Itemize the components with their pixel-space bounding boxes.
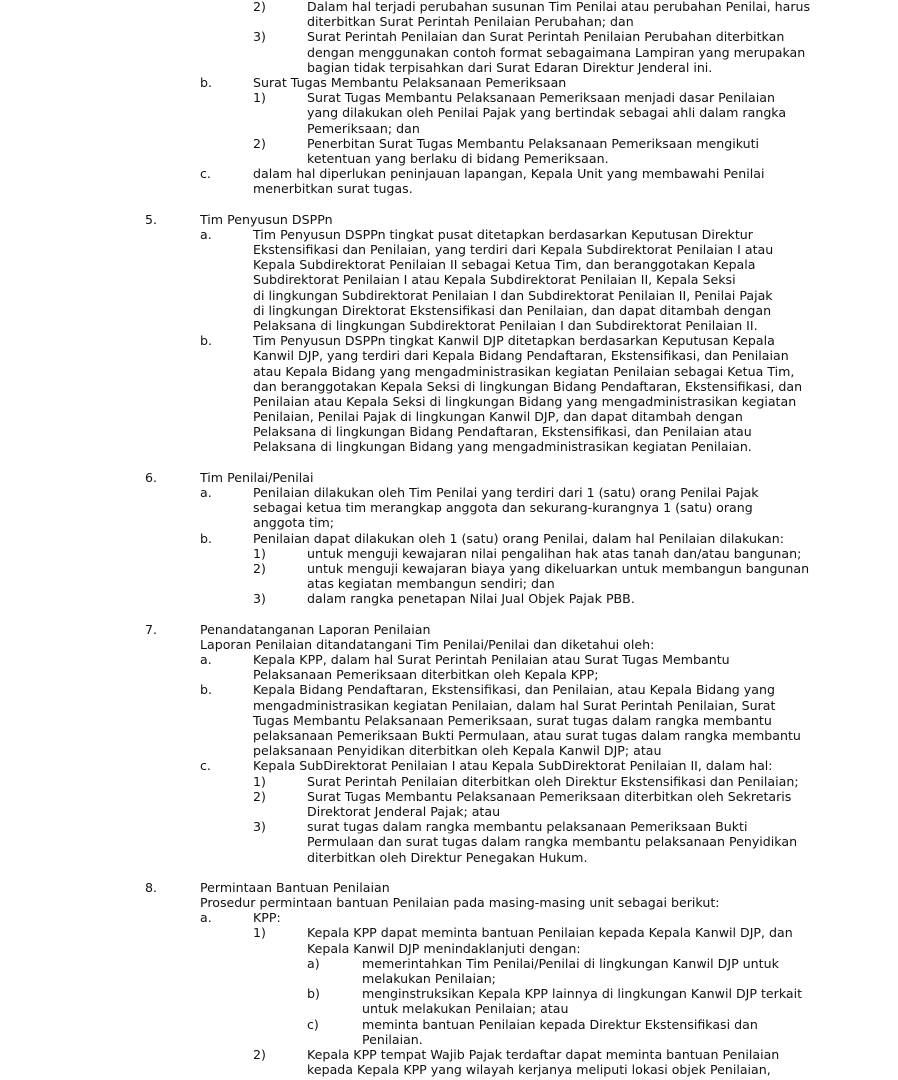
- list-text: surat tugas dalam rangka membantu pelaksanaan Pemeriksaan Bukti: [307, 819, 748, 835]
- list-item-line: [0, 212, 898, 227]
- list-label: b): [307, 986, 320, 1002]
- list-item-line: [0, 758, 898, 773]
- list-item-line: [0, 804, 898, 819]
- list-text: Pelaksana di lingkungan Subdirektorat Penilaian I dan Subdirektorat Penilaian II.: [253, 317, 758, 333]
- list-text: Tim Penyusun DSPPn tingkat Kanwil DJP ditetapkan berdasarkan Keputusan Kepala: [253, 333, 775, 349]
- list-label: 1): [253, 90, 266, 106]
- list-text: Tim Penyusun DSPPn: [200, 211, 333, 227]
- list-item-line: [0, 272, 898, 287]
- list-item-line: [0, 986, 898, 1001]
- list-text: Surat Perintah Penilaian dan Surat Perintah Penilaian Perubahan diterbitkan: [307, 29, 785, 45]
- list-item-line: [0, 303, 898, 318]
- list-text: Kepala Kanwil DJP menindaklanjuti dengan:: [307, 940, 581, 956]
- blank-line: [0, 607, 898, 622]
- list-text: Permulaan dan surat tugas dalam rangka membantu pelaksanaan Penyidikan: [307, 834, 798, 850]
- list-text: Kepala Subdirektorat Penilaian II sebagai Ketua Tim, dan beranggotakan Kepala: [253, 257, 756, 273]
- list-label: a.: [200, 485, 212, 500]
- list-item-line: [0, 698, 898, 713]
- list-item-line: [0, 1001, 898, 1016]
- list-label: 1): [253, 773, 266, 789]
- list-item-line: [0, 591, 898, 606]
- list-item-line: [0, 1062, 898, 1077]
- list-item-line: [0, 485, 898, 500]
- list-item-line: [0, 348, 898, 363]
- blank-line: [0, 455, 898, 470]
- list-item-line: [0, 60, 898, 75]
- list-text: pelaksanaan Pemeriksaan Bukti Permulaan, atau surat tugas dalam rangka membantu: [253, 728, 801, 743]
- list-item-line: [0, 925, 898, 940]
- list-item-line: [0, 789, 898, 804]
- list-text: di lingkungan Direktorat Ekstensifikasi dan Penilaian, dan dapat ditambah dengan: [253, 302, 772, 318]
- list-item-line: [0, 713, 898, 728]
- list-item-line: [0, 90, 898, 105]
- list-text: Kepala SubDirektorat Penilaian I atau Kepala SubDirektorat Penilaian II, dalam hal:: [253, 758, 773, 774]
- list-item-line: [0, 682, 898, 697]
- list-item-line: [0, 1017, 898, 1032]
- list-item-line: [0, 971, 898, 986]
- blank-line: [0, 196, 898, 211]
- list-label: c.: [200, 758, 211, 774]
- list-item-line: [0, 470, 898, 485]
- list-label: b.: [200, 333, 212, 349]
- list-label: b.: [200, 74, 212, 90]
- list-text: atas kegiatan membangun sendiri; dan: [307, 576, 555, 592]
- list-text: Laporan Penilaian ditandatangani Tim Penilai/Penilai dan diketahui oleh:: [200, 636, 655, 652]
- list-text: untuk menguji kewajaran biaya yang dikeluarkan untuk membangun bangunan: [307, 560, 810, 576]
- list-item-line: [0, 819, 898, 834]
- list-label: 5.: [145, 211, 158, 227]
- list-item-line: [0, 394, 898, 409]
- list-item-line: [0, 136, 898, 151]
- list-item-line: [0, 45, 898, 60]
- list-item-line: [0, 500, 898, 515]
- list-label: 2): [253, 0, 266, 14]
- list-item-line: [0, 439, 898, 454]
- list-text: anggota tim;: [253, 515, 334, 531]
- list-item-line: [0, 561, 898, 576]
- list-item-line: [0, 774, 898, 789]
- list-text: Kanwil DJP, yang terdiri dari Kepala Bidang Pendaftaran, Ekstensifikasi, dan Penilaian: [253, 348, 789, 364]
- list-text: memerintahkan Tim Penilai/Penilai di lingkungan Kanwil DJP untuk: [362, 955, 779, 971]
- list-text: Penilaian, Penilai Pajak di lingkungan Kanwil DJP, dan dapat ditambah dengan: [253, 409, 743, 425]
- list-item-line: [0, 941, 898, 956]
- list-label: 2): [253, 135, 266, 151]
- list-item-line: [0, 743, 898, 758]
- list-item-line: [0, 151, 898, 166]
- list-item-line: [0, 424, 898, 439]
- list-text: Kepala KPP tempat Wajib Pajak terdaftar dapat meminta bantuan Penilaian: [307, 1046, 780, 1062]
- list-label: 1): [253, 925, 266, 941]
- list-text: Kepala Bidang Pendaftaran, Ekstensifikasi, dan Penilaian, atau Kepala Bidang yang: [253, 682, 775, 698]
- list-item-line: [0, 1047, 898, 1062]
- list-text: atau Kepala Bidang yang mengadministrasikan kegiatan Penilaian sebagai Ketua Tim,: [253, 363, 795, 379]
- list-item-line: [0, 29, 898, 44]
- list-text: Pemeriksaan; dan: [307, 120, 420, 136]
- list-text: Permintaan Bantuan Penilaian: [200, 879, 390, 895]
- list-item-line: [0, 409, 898, 424]
- list-label: a): [307, 955, 320, 971]
- list-text: Penilaian dapat dilakukan oleh 1 (satu) orang Penilai, dalam hal Penilaian dilakukan:: [253, 530, 784, 546]
- list-label: 3): [253, 819, 266, 835]
- list-text: Surat Tugas Membantu Pelaksanaan Pemeriksaan: [253, 74, 567, 90]
- list-text: Kepala KPP, dalam hal Surat Perintah Penilaian atau Surat Tugas Membantu: [253, 652, 730, 668]
- list-text: di lingkungan Subdirektorat Penilaian I dan Subdirektorat Penilaian II, Penilai Pajak: [253, 287, 773, 303]
- list-text: Surat Tugas Membantu Pelaksanaan Pemeriksaan diterbitkan oleh Sekretaris: [307, 788, 792, 804]
- list-text: Tim Penyusun DSPPn tingkat pusat ditetapkan berdasarkan Keputusan Direktur: [253, 226, 753, 242]
- list-label: c): [307, 1016, 319, 1032]
- list-label: 6.: [145, 469, 158, 485]
- list-text: Tim Penilai/Penilai: [200, 469, 314, 485]
- list-text: Penandatanganan Laporan Penilaian: [200, 621, 431, 637]
- list-text: Pelaksana di lingkungan Bidang yang mengadministrasikan kegiatan Penilaian.: [253, 439, 752, 455]
- list-text: Prosedur permintaan bantuan Penilaian pada masing-masing unit sebagai berikut:: [200, 895, 720, 911]
- list-item-line: [0, 531, 898, 546]
- list-text: bagian tidak terpisahkan dari Surat Edaran Direktur Jenderal ini.: [307, 59, 713, 75]
- list-item-line: [0, 956, 898, 971]
- list-text: sebagai ketua tim merangkap anggota dan sekurang-kurangnya 1 (satu) orang: [253, 500, 753, 516]
- list-text: Subdirektorat Penilaian I atau Kepala Subdirektorat Penilaian II, Kepala Seksi: [253, 272, 736, 288]
- list-text: Direktorat Jenderal Pajak; atau: [307, 803, 501, 819]
- list-text: dengan menggunakan contoh format sebagaimana Lampiran yang merupakan: [307, 44, 806, 60]
- list-item-line: [0, 546, 898, 561]
- list-text: meminta bantuan Penilaian kepada Direktur Ekstensifikasi dan: [362, 1016, 758, 1032]
- list-text: dalam hal diperlukan peninjauan lapangan, Kepala Unit yang membawahi Penilai: [253, 166, 765, 182]
- list-item-line: [0, 181, 898, 196]
- list-text: Pelaksanaan Pemeriksaan diterbitkan oleh Kepala KPP;: [253, 667, 599, 683]
- list-label: 2): [253, 1046, 266, 1062]
- list-text: diterbitkan oleh Direktur Penegakan Hukum.: [307, 849, 588, 865]
- list-text: pelaksanaan Penyidikan diterbitkan oleh Kepala Kanwil DJP; atau: [253, 743, 662, 759]
- list-text: Pelaksana di lingkungan Bidang Pendaftaran, Ekstensifikasi, dan Penilaian atau: [253, 424, 752, 440]
- list-text: untuk melakukan Penilaian; atau: [362, 1001, 569, 1017]
- list-text: Kepala KPP dapat meminta bantuan Penilaian kepada Kepala Kanwil DJP, dan: [307, 925, 793, 941]
- list-label: a.: [200, 910, 212, 926]
- list-item-line: [0, 75, 898, 90]
- list-item-line: [0, 242, 898, 257]
- list-label: c.: [200, 166, 211, 182]
- list-item-line: [0, 14, 898, 29]
- list-item-line: [0, 637, 898, 652]
- list-item-line: [0, 166, 898, 181]
- list-item-line: [0, 288, 898, 303]
- list-label: 2): [253, 788, 266, 804]
- list-item-line: [0, 121, 898, 136]
- list-text: Dalam hal terjadi perubahan susunan Tim Penilai atau perubahan Penilai, harus: [307, 0, 811, 14]
- list-text: Penilaian.: [362, 1031, 423, 1047]
- list-text: menerbitkan surat tugas.: [253, 181, 413, 197]
- list-label: a.: [200, 226, 212, 242]
- list-text: mengadministrasikan kegiatan Penilaian, dalam hal Surat Perintah Penilaian, Surat: [253, 697, 776, 713]
- list-label: 7.: [145, 621, 158, 637]
- blank-line: [0, 865, 898, 880]
- list-item-line: [0, 728, 898, 743]
- list-label: 3): [253, 29, 266, 45]
- list-text: diterbitkan Surat Perintah Penilaian Perubahan; dan: [307, 14, 634, 30]
- list-text: dalam rangka penetapan Nilai Jual Objek Pajak PBB.: [307, 591, 635, 607]
- list-label: 1): [253, 545, 266, 561]
- list-item-line: [0, 850, 898, 865]
- list-label: b.: [200, 682, 212, 698]
- list-item-line: [0, 515, 898, 530]
- list-text: dan beranggotakan Kepala Seksi di lingkungan Bidang Pendaftaran, Ekstensifikasi, dan: [253, 378, 803, 394]
- list-item-line: [0, 318, 898, 333]
- list-item-line: [0, 227, 898, 242]
- list-text: Penerbitan Surat Tugas Membantu Pelaksanaan Pemeriksaan mengikuti: [307, 135, 760, 151]
- list-text: untuk menguji kewajaran nilai pengalihan hak atas tanah dan/atau bangunan;: [307, 545, 802, 561]
- list-label: 3): [253, 591, 266, 607]
- list-text: Ekstensifikasi dan Penilaian, yang terdiri dari Kepala Subdirektorat Penilaian I atau: [253, 242, 774, 257]
- list-item-line: [0, 333, 898, 348]
- list-item-line: [0, 257, 898, 272]
- list-text: ketentuan yang berlaku di bidang Pemeriksaan.: [307, 150, 609, 166]
- list-text: Penilaian atau Kepala Seksi di lingkungan Bidang yang mengadministrasikan kegiatan: [253, 393, 797, 409]
- list-item-line: [0, 379, 898, 394]
- list-text: kepada Kepala KPP yang wilayah kerjanya meliputi lokasi objek Penilaian,: [307, 1062, 771, 1078]
- list-item-line: [0, 364, 898, 379]
- list-label: b.: [200, 530, 212, 546]
- list-label: 8.: [145, 879, 158, 895]
- list-text: melakukan Penilaian;: [362, 971, 496, 986]
- list-text: Penilaian dilakukan oleh Tim Penilai yang terdiri dari 1 (satu) orang Penilai Pajak: [253, 485, 759, 500]
- list-item-line: [0, 622, 898, 637]
- list-item-line: [0, 576, 898, 591]
- list-item-line: [0, 895, 898, 910]
- list-item-line: [0, 880, 898, 895]
- list-text: Surat Tugas Membantu Pelaksanaan Pemeriksaan menjadi dasar Penilaian: [307, 90, 775, 106]
- list-item-line: [0, 1032, 898, 1047]
- list-text: Tugas Membantu Pelaksanaan Pemeriksaan, surat tugas dalam rangka membantu: [253, 712, 772, 728]
- list-label: 2): [253, 560, 266, 576]
- list-text: yang dilakukan oleh Penilai Pajak yang bertindak sebagai ahli dalam rangka: [307, 105, 787, 121]
- list-item-line: [0, 834, 898, 849]
- list-item-line: [0, 652, 898, 667]
- list-text: KPP:: [253, 910, 281, 926]
- list-text: menginstruksikan Kepala KPP lainnya di lingkungan Kanwil DJP terkait: [362, 986, 803, 1002]
- list-item-line: [0, 910, 898, 925]
- list-item-line: [0, 105, 898, 120]
- list-text: Surat Perintah Penilaian diterbitkan oleh Direktur Ekstensifikasi dan Penilaian;: [307, 773, 799, 789]
- list-item-line: [0, 0, 898, 14]
- list-item-line: [0, 667, 898, 682]
- list-label: a.: [200, 652, 212, 668]
